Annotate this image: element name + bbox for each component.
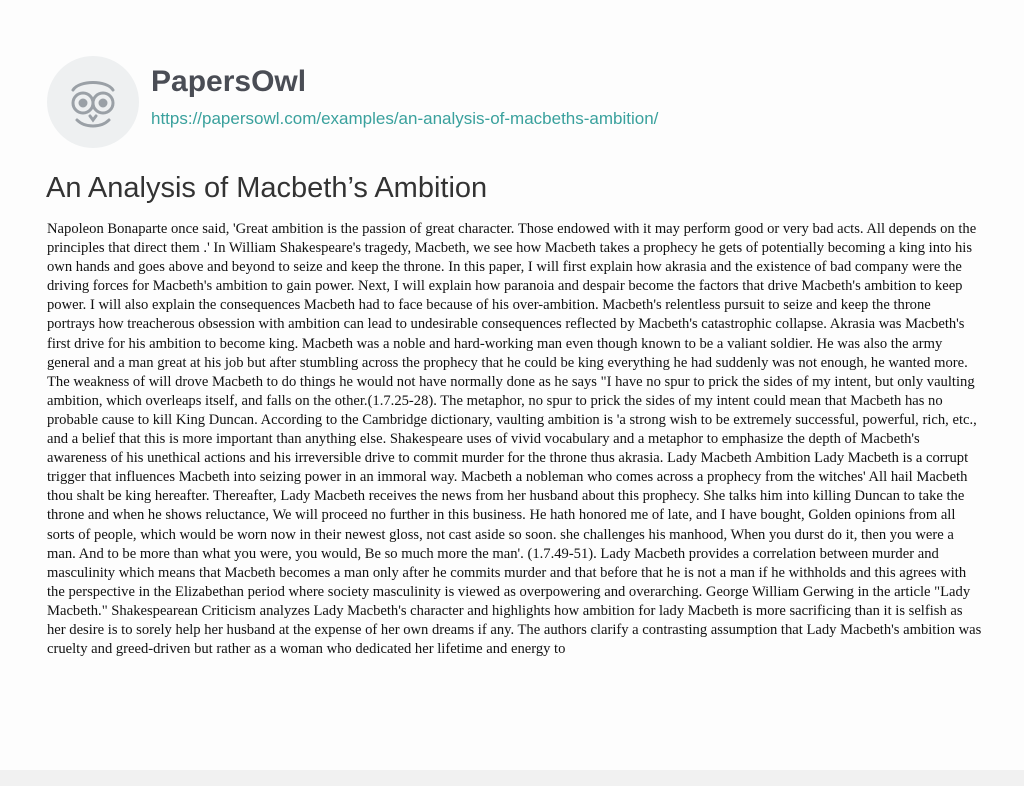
- essay-body: Napoleon Bonaparte once said, 'Great ambition is the passion of great character. Those endowed with it may perform good or very bad acts. All depends on the principles that direct them .' In William Shakespeare's tragedy, Macbeth, we see how Macbeth takes a prophecy he gets of potentially becoming a king into his own hands and goes above and beyond to seize and keep the throne. In this paper, I will first explain how akrasia and the existence of bad company were the driving forces for Macbeth's ambition to gain power. Next, I will explain how paranoia and despair become the factors that drive Macbeth's ambition to keep power. I will also explain the consequences Macbeth had to face because of his over-ambition. Macbeth's relentless pursuit to seize and keep the throne portrays how treacherous obsession with ambition can lead to undesirable consequences reflected by Macbeth's catastrophic collapse. Akrasia was Macbeth's first drive for his ambition to become king. Macbeth was a noble and hard-working man even though known to be a valiant soldier. He was also the army general and a man great at his job but after stumbling across the prophecy that he could be king everything he had suddenly was not enough, he wanted more. The weakness of will drove Macbeth to do things he would not have normally done as he says "I have no spur to prick the sides of my intent, but only vaulting ambition, which overleaps itself, and falls on the other.(1.7.25-28). The metaphor, no spur to prick the sides of my intent could mean that Macbeth has no probable cause to kill King Duncan. According to the Cambridge dictionary, vaulting ambition is 'a strong wish to be extremely successful, powerful, rich, etc., and a belief that this is more important than anything else. Shakespeare uses of vivid vocabulary and a metaphor to emphasize the depth of Macbeth's awareness of his unethical actions and his irreversible drive to commit murder for the throne thus akrasia. Lady Macbeth Ambition Lady Macbeth is a corrupt trigger that influences Macbeth into seizing power in an immoral way. Macbeth a nobleman who comes across a prophecy from the witches' All hail Macbeth thou shalt be king hereafter. Thereafter, Lady Macbeth receives the news from her husband about this prophecy. She talks him into killing Duncan to take the throne and when he shows reluctance, We will proceed no further in this business. He hath honored me of late, and I have bought, Golden opinions from all sorts of people, which would be worn now in their newest gloss, not cast aside so soon. she challenges his manhood, When you durst do it, then you were a man. And to be more than what you were, you would, Be so much more the man'. (1.7.49-51). Lady Macbeth provides a correlation between murder and masculinity which means that Macbeth becomes a man only after he commits murder and that before that he is not a man if he withholds and this agrees with the perspective in the Elizabethan period where society masculinity is viewed as overpowering and overarching. George William Gerwing in the article "Lady Macbeth." Shakespearean Criticism analyzes Lady Macbeth's character and highlights how ambition for lady Macbeth is more sacrificing than it is selfish as her desire is to sorely help her husband at the expense of her own dreams if any. The authors clarify a contrasting assumption that Lady Macbeth's ambition was cruelty and greed-driven but rather as a woman who dedicated her lifetime and energy to: [47, 221, 982, 658]
- source-url-link[interactable]: https://papersowl.com/examples/an-analysis-of-macbeths-ambition/: [151, 109, 659, 128]
- brand-block: [151, 56, 658, 129]
- owl-logo-graphic: [61, 70, 125, 134]
- essay-title: An Analysis of Macbeth’s Ambition: [46, 172, 488, 204]
- owl-logo-icon[interactable]: [47, 56, 139, 148]
- brand-name[interactable]: PapersOwl: [151, 65, 307, 98]
- page-footer-strip: [0, 770, 1024, 786]
- site-header: [47, 56, 658, 148]
